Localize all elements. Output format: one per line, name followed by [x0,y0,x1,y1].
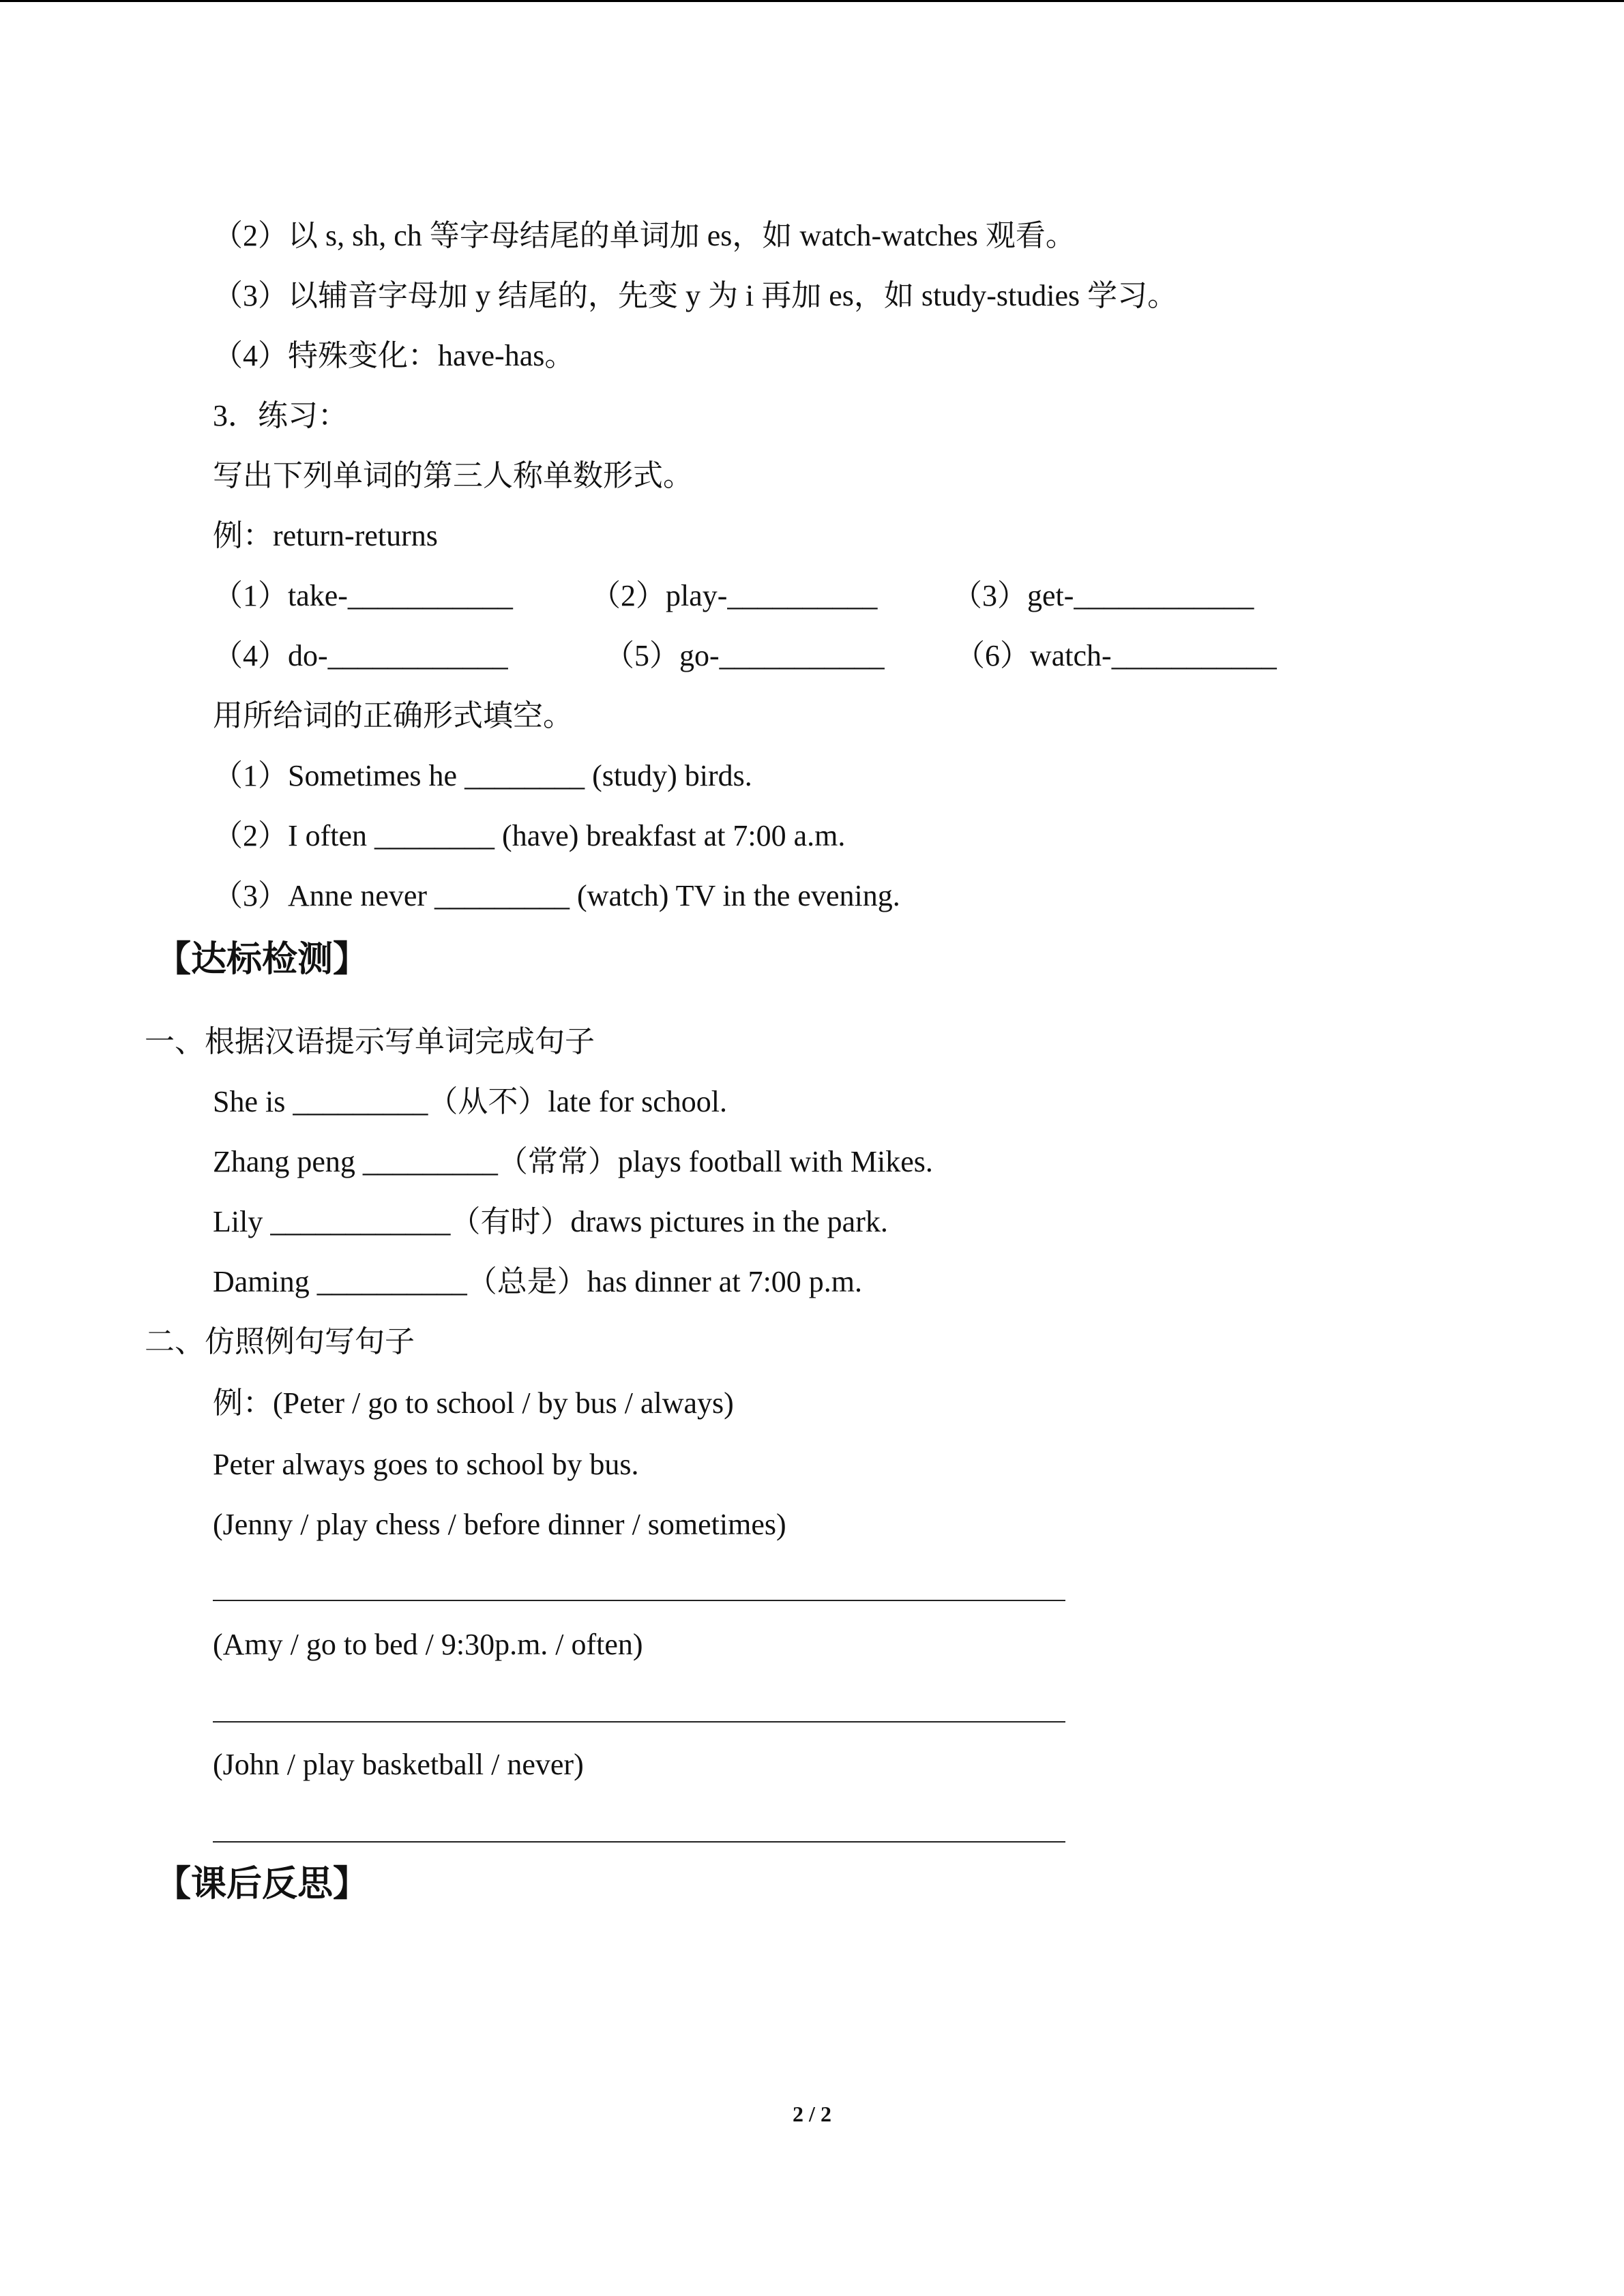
practice-instruction: 写出下列单词的第三人称单数形式。 [213,459,693,492]
answer-line-1 [213,1600,1065,1601]
rule-4: （4）特殊变化：have-has。 [213,339,575,372]
word-item-2: （2）play-__________ [591,579,878,612]
part2-example: 例：(Peter / go to school / by bus / always) [213,1386,734,1420]
rule-3: （3）以辅音字母加 y 结尾的，先变 y 为 i 再加 es，如 study-studies 学习。 [213,279,1178,312]
word-item-1: （1）take-___________ [213,579,513,612]
practice-example: 例：return-returns [213,519,438,552]
reflection-heading: 【课后反思】 [156,1864,369,1905]
part1-title: 一、根据汉语提示写单词完成句子 [145,1025,595,1058]
word-item-3: （3）get-____________ [952,579,1254,612]
rule-2: （2）以 s, sh, ch 等字母结尾的单词加 es，如 watch-watches 观看。 [213,219,1076,252]
fill-item-3: （3）Anne never _________ (watch) TV in the evening. [213,879,900,912]
part2-item-3: (John / play basketball / never) [213,1748,584,1781]
part1-item-4: Daming __________（总是）has dinner at 7:00 p.m. [213,1265,863,1298]
word-item-5: （5）go-___________ [604,639,885,672]
word-item-6: （6）watch-___________ [955,639,1277,672]
part1-item-3: Lily ____________（有时）draws pictures in the park. [213,1205,888,1238]
part2-item-2: (Amy / go to bed / 9:30p.m. / often) [213,1628,643,1661]
top-border [0,0,1624,2]
fill-instruction: 用所给词的正确形式填空。 [213,699,573,732]
page-number: 2 / 2 [793,2102,831,2126]
answer-line-3 [213,1841,1065,1843]
part2-example-answer: Peter always goes to school by bus. [213,1448,639,1481]
answer-line-2 [213,1721,1065,1723]
part1-item-2: Zhang peng _________（常常）plays football with Mikes. [213,1145,933,1178]
practice-title: 3．练习： [213,399,348,432]
word-item-4: （4）do-____________ [213,639,508,672]
test-heading: 【达标检测】 [156,939,369,980]
part1-item-1: She is _________（从不）late for school. [213,1085,728,1118]
fill-item-1: （1）Sometimes he ________ (study) birds. [213,759,752,792]
part2-title: 二、仿照例句写句子 [145,1325,415,1358]
part2-item-1: (Jenny / play chess / before dinner / sometimes) [213,1508,786,1541]
fill-item-2: （2）I often ________ (have) breakfast at 7:00 a.m. [213,819,846,852]
